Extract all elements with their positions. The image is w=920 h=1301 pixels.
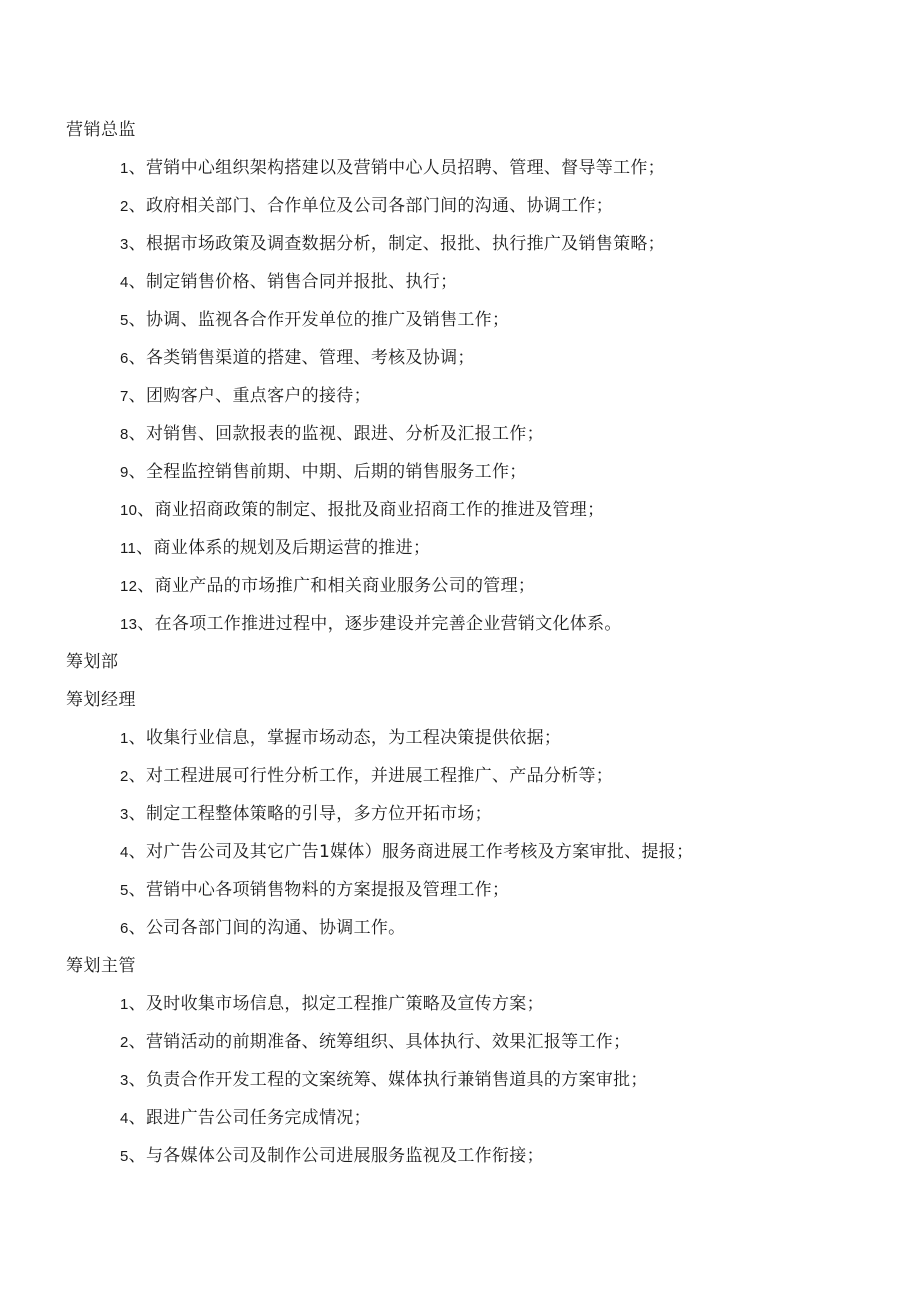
- list-item: 6、公司各部门间的沟通、协调工作。: [120, 918, 406, 938]
- section-heading-planning-department: 筹划部: [66, 652, 119, 672]
- section-heading-planning-supervisor: 筹划主管: [66, 956, 136, 976]
- list-item: 5、协调、监视各合作开发单位的推广及销售工作；: [120, 310, 510, 330]
- list-item: 2、政府相关部门、合作单位及公司各部门间的沟通、协调工作；: [120, 196, 614, 216]
- list-item: 10、商业招商政策的制定、报批及商业招商工作的推进及管理；: [120, 500, 605, 520]
- list-item: 4、对广告公司及其它广告1媒体）服务商进展工作考核及方案审批、提报；: [120, 842, 694, 862]
- list-item: 5、与各媒体公司及制作公司进展服务监视及工作衔接；: [120, 1146, 544, 1166]
- list-item: 2、对工程进展可行性分析工作，并进展工程推广、产品分析等；: [120, 766, 614, 786]
- list-item: 3、制定工程整体策略的引导，多方位开拓市场；: [120, 804, 492, 824]
- list-item: 1、及时收集市场信息，拟定工程推广策略及宣传方案；: [120, 994, 544, 1014]
- list-item: 12、商业产品的市场推广和相关商业服务公司的管理；: [120, 576, 536, 596]
- list-item: 4、跟进广告公司任务完成情况；: [120, 1108, 371, 1128]
- list-item: 1、收集行业信息，掌握市场动态，为工程决策提供依据；: [120, 728, 562, 748]
- list-item: 1、营销中心组织架构搭建以及营销中心人员招聘、管理、督导等工作；: [120, 158, 665, 178]
- list-item: 2、营销活动的前期准备、统筹组织、具体执行、效果汇报等工作；: [120, 1032, 631, 1052]
- list-item: 9、全程监控销售前期、中期、后期的销售服务工作；: [120, 462, 527, 482]
- list-item: 3、负责合作开发工程的文案统筹、媒体执行兼销售道具的方案审批；: [120, 1070, 648, 1090]
- list-item: 6、各类销售渠道的搭建、管理、考核及协调；: [120, 348, 475, 368]
- section-heading-planning-manager: 筹划经理: [66, 690, 136, 710]
- list-item: 7、团购客户、重点客户的接待；: [120, 386, 371, 406]
- list-item: 4、制定销售价格、销售合同并报批、执行；: [120, 272, 458, 292]
- list-item: 13、在各项工作推进过程中，逐步建设并完善企业营销文化体系。: [120, 614, 622, 634]
- section-heading-marketing-director: 营销总监: [66, 120, 136, 140]
- list-item: 3、根据市场政策及调查数据分析，制定、报批、执行推广及销售策略；: [120, 234, 665, 254]
- document-page: [0, 111, 920, 1175]
- list-item: 5、营销中心各项销售物料的方案提报及管理工作；: [120, 880, 510, 900]
- list-item: 8、对销售、回款报表的监视、跟进、分析及汇报工作；: [120, 424, 544, 444]
- list-item: 11、商业体系的规划及后期运营的推进；: [120, 538, 431, 558]
